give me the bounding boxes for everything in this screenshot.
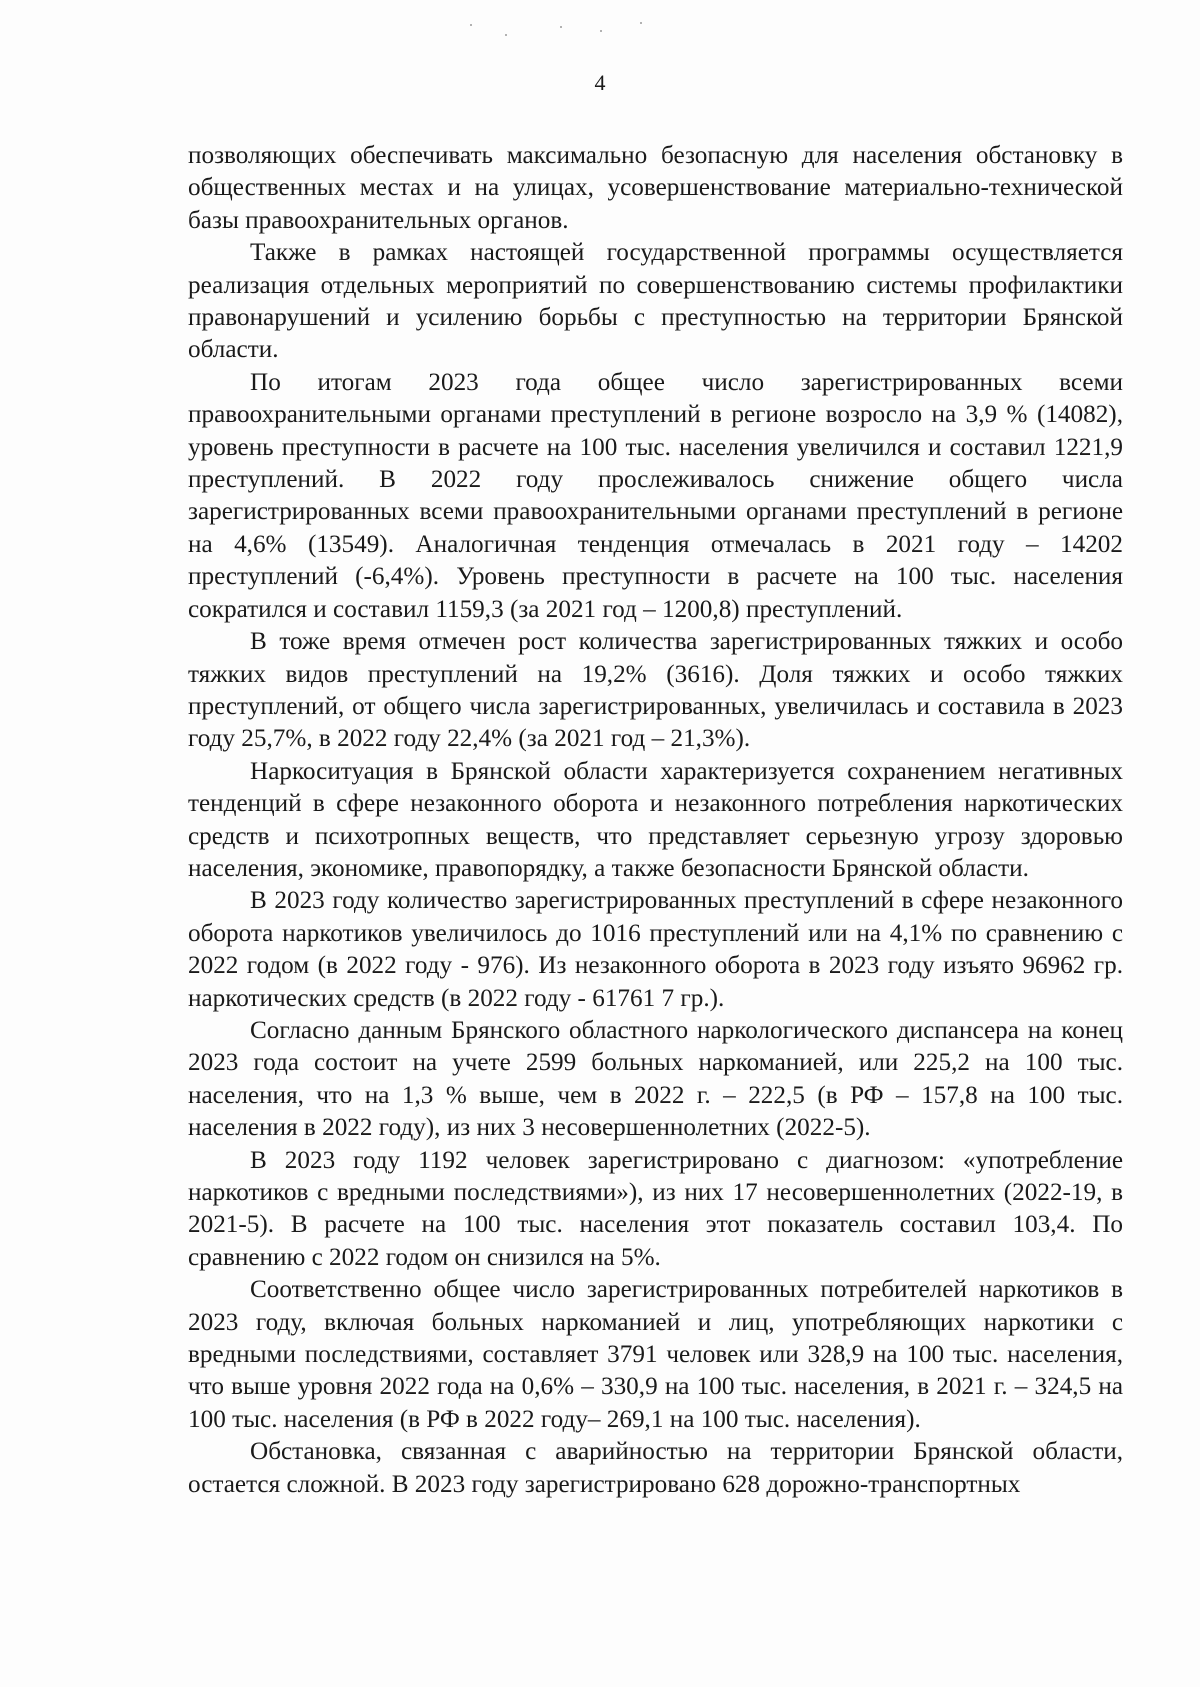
document-body: [188, 140, 1123, 1501]
paragraph-4: В тоже время отмечен рост количества зарегистрированных тяжких и особо тяжких видов преступлений на 19,2% (3616). Доля тяжких и особо тяжких преступлений, от общего числа зарегистрированных, увеличилась и составила в 2023 году 25,7%, в 2022 году 22,4% (за 2021 год – 21,3%).: [188, 628, 1123, 753]
scan-artifact: [640, 22, 642, 24]
paragraph-2: Также в рамках настоящей государственной программы осуществляется реализация отдельных мероприятий по совершенствованию системы профилактики правонарушений и усилению борьбы с преступностью на территории Брянской области.: [188, 239, 1123, 364]
paragraph-7: Согласно данным Брянского областного наркологического диспансера на конец 2023 года состоит на учете 2599 больных наркоманией, или 225,2 на 100 тыс. населения, что на 1,3 % выше, чем в 2022 г. – 222,5 (в РФ – 157,8 на 100 тыс. населения в 2022 году), из них 3 несовершеннолетних (2022-5).: [188, 1016, 1123, 1142]
paragraph-8: В 2023 году 1192 человек зарегистрировано с диагнозом: «употребление наркотиков с вредными последствиями»), из них 17 несовершеннолетних (2022-19, в 2021-5). В расчете на 100 тыс. населения этот показатель составил 103,4. По сравнению с 2022 годом он снизился на 5%.: [188, 1146, 1123, 1271]
page-number: 4: [594, 70, 606, 95]
scan-artifact: [470, 24, 472, 26]
paragraph-1: позволяющих обеспечивать максимально безопасную для населения обстановку в общественных местах и на улицах, усовершенствование материально-технической базы правоохранительных органов.: [188, 142, 1123, 234]
paragraph-5: Наркоситуация в Брянской области характеризуется сохранением негативных тенденций в сфере незаконного оборота и незаконного потребления наркотических средств и психотропных веществ, что представляет серьезную угрозу здоровью населения, экономике, правопорядку, а также безопасности Брянской области.: [188, 757, 1123, 882]
scan-artifact: [600, 30, 602, 32]
paragraph-10: Обстановка, связанная с аварийностью на территории Брянской области, остается сложной. В 2023 году зарегистрировано 628 дорожно-транспортных: [188, 1438, 1123, 1498]
paragraph-9: Соответственно общее число зарегистрированных потребителей наркотиков в 2023 году, включая больных наркоманией и лиц, употребляющих наркотики с вредными последствиями, составляет 3791 человек или 328,9 на 100 тыс. населения, что выше уровня 2022 года на 0,6% – 330,9 на 100 тыс. населения, в 2021 г. – 324,5 на 100 тыс. населения (в РФ в 2022 году– 269,1 на 100 тыс. населения).: [188, 1276, 1123, 1433]
paragraph-6: В 2023 году количество зарегистрированных преступлений в сфере незаконного оборота наркотиков увеличилось до 1016 преступлений или на 4,1% по сравнению с 2022 годом (в 2022 году - 976). Из незаконного оборота в 2023 году изъято 96962 гр. наркотических средств (в 2022 году - 61761 7 гр.).: [188, 887, 1123, 1012]
scan-artifact: [560, 26, 562, 28]
paragraph-3: По итогам 2023 года общее число зарегистрированных всеми правоохранительными органами преступлений в регионе возросло на 3,9 % (14082), уровень преступности в расчете на 100 тыс. населения увеличился и составил 1221,9 преступлений. В 2022 году прослеживалось снижение общего числа зарегистрированных всеми правоохранительными органами преступлений в регионе на 4,6% (13549). Аналогичная тенденция отмечалась в 2021 году – 14202 преступлений (-6,4%). Уровень преступности в расчете на 100 тыс. населения сократился и составил 1159,3 (за 2021 год – 1200,8) преступлений.: [188, 368, 1123, 623]
scan-artifact: [505, 34, 507, 36]
